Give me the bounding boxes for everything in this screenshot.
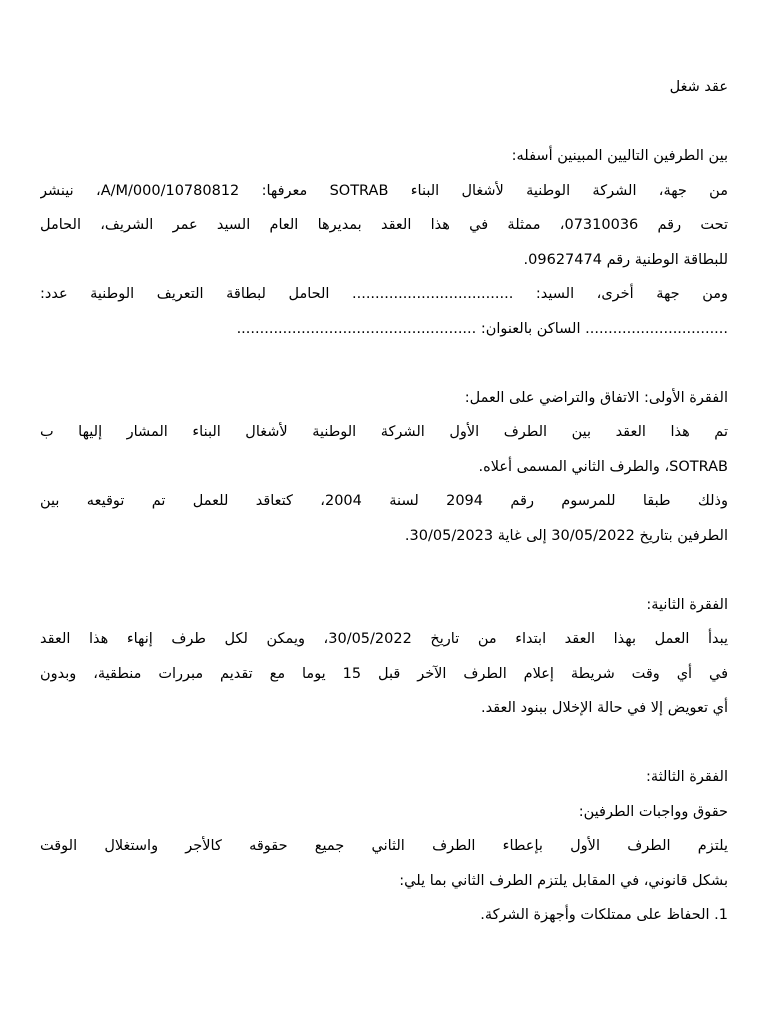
article1-line: وذلك طبقا للمرسوم رقم 2094 لسنة 2004، كتعاقد للعمل تم توقيعه بين — [40, 493, 728, 509]
article1-line: الطرفين بتاريخ 30/05/2022 إلى غاية 30/05/2023. — [404, 527, 728, 544]
article3-subheading: حقوق وواجبات الطرفين: — [578, 803, 728, 820]
document-title: عقد شغل — [669, 79, 728, 95]
article3-line: يلتزم الطرف الأول بإعطاء الطرف الثاني جميع حقوقه كالأجر واستغلال الوقت — [40, 838, 728, 854]
spacer — [40, 553, 728, 588]
article3-list-item: 1. الحفاظ على ممتلكات وأجهزة الشركة. — [480, 907, 728, 923]
article2-line: في أي وقت شريطة إعلام الطرف الآخر قبل 15 يوما مع تقديم مبررات منطقية، وبدون — [40, 665, 728, 682]
article2-line: يبدأ العمل بهذا العقد ابتداء من تاريخ 30/05/2022، ويمكن لكل طرف إنهاء هذا العقد — [40, 631, 728, 647]
article1-line: SOTRAB، والطرف الثاني المسمى أعلاه. — [478, 458, 728, 475]
article2-heading: الفقرة الثانية: — [646, 596, 728, 613]
article2-line: أي تعويض إلا في حالة الإخلال ببنود العقد. — [480, 700, 728, 716]
party1-line: تحت رقم 07310036، ممثلة في هذا العقد بمديرها العام السيد عمر الشريف، الحامل — [40, 217, 728, 233]
party1-line: للبطاقة الوطنية رقم 09627474. — [523, 251, 728, 268]
intro-heading: بين الطرفين التاليين المبينين أسفله: — [511, 148, 728, 164]
article1-line: تم هذا العقد بين الطرف الأول الشركة الوطنية لأشغال البناء المشار إليها ب — [40, 424, 728, 440]
party2-line: ومن جهة أخرى، السيد: ................................... الحامل لبطاقة التعريف الوطنية عدد: — [40, 286, 728, 302]
spacer — [40, 726, 728, 761]
party2-line: ............................... الساكن بالعنوان: .................................................... — [236, 320, 728, 337]
article3-line: بشكل قانوني، في المقابل يلتزم الطرف الثاني بما يلي: — [399, 872, 728, 889]
article1-heading: الفقرة الأولى: الاتفاق والتراضي على العمل: — [464, 389, 728, 406]
contract-document — [40, 70, 728, 933]
article3-heading: الفقرة الثالثة: — [645, 769, 728, 785]
spacer — [40, 105, 728, 140]
spacer — [40, 346, 728, 381]
party1-line: من جهة، الشركة الوطنية لأشغال البناء SOTRAB معرفها: 10780812/A/M/000، نينشر — [40, 182, 728, 199]
